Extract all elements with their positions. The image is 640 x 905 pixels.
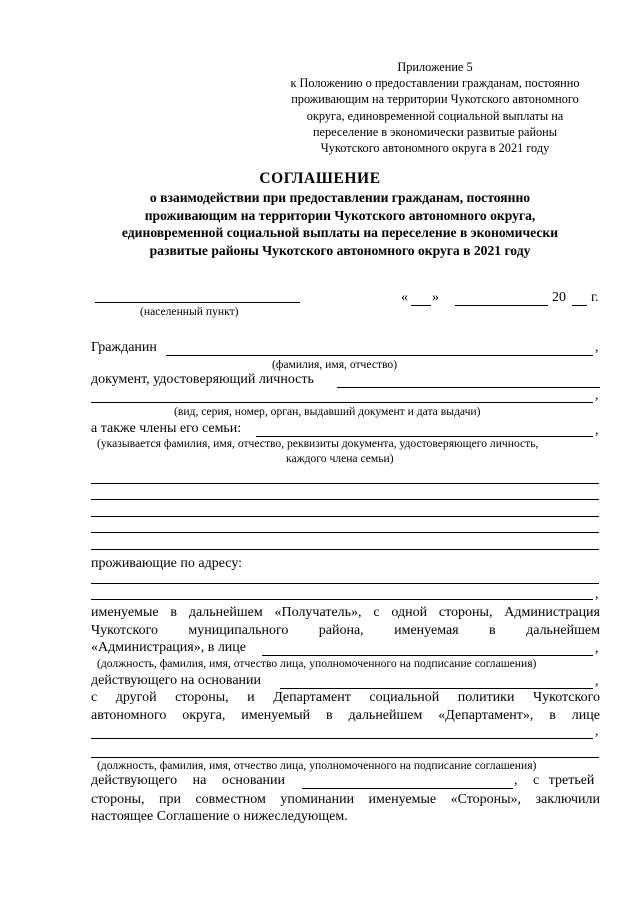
comma: , xyxy=(595,724,599,739)
department-official-blank-2[interactable] xyxy=(91,757,599,758)
family-line-4[interactable] xyxy=(91,532,599,533)
family-line-1[interactable] xyxy=(91,483,599,484)
date-quote-close: » xyxy=(432,290,439,305)
paragraph-line: стороны, при совместном упоминании именуемые «Стороны», заключили xyxy=(91,792,600,807)
document-blank-2[interactable] xyxy=(91,402,593,403)
department-official-blank-1[interactable] xyxy=(91,738,593,739)
subtitle-line: о взаимодействии при предоставлении гражданам, постоянно xyxy=(149,190,531,205)
appendix-header xyxy=(275,59,595,156)
family-caption-1: (указывается фамилия, имя, отчество, реквизиты документа, удостоверяющего личность, xyxy=(97,437,539,450)
comma: , xyxy=(595,587,599,602)
address-line-2[interactable] xyxy=(91,599,593,600)
family-caption-2: каждого члена семьи) xyxy=(286,452,394,465)
comma: , xyxy=(514,773,518,788)
comma: , xyxy=(595,388,599,403)
subtitle-line: проживающим на территории Чукотского автономного округа, xyxy=(144,207,536,223)
document-caption: (вид, серия, номер, орган, выдавший документ и дата выдачи) xyxy=(174,405,481,418)
citizen-fio-blank[interactable] xyxy=(166,355,593,356)
subtitle-line: единовременной социальной выплаты на переселение в экономически xyxy=(121,225,559,240)
document-label: документ, удостоверяющий личность xyxy=(91,372,314,387)
third-party-text: с третьей xyxy=(533,773,595,788)
date-month-blank[interactable] xyxy=(455,305,548,306)
comma: , xyxy=(595,641,599,656)
locality-blank[interactable] xyxy=(95,302,300,303)
paragraph-line: с другой стороны, и Департамент социальной политики Чукотского xyxy=(91,690,600,705)
date-year-blank[interactable] xyxy=(572,305,587,306)
paragraph-line: Чукотского муниципального района, именуемая в дальнейшем xyxy=(91,623,600,638)
comma: , xyxy=(595,423,599,438)
document-blank-1[interactable] xyxy=(337,387,600,388)
appendix-line: к Положению о предоставлении гражданам, постоянно xyxy=(290,76,580,91)
address-line-1[interactable] xyxy=(91,583,599,584)
paragraph-line: «Администрация», в лице xyxy=(91,640,247,655)
date-quote-open: « xyxy=(401,290,408,305)
appendix-line: округа, единовременной социальной выплаты на xyxy=(306,108,564,123)
acting-label: действующего на основании xyxy=(91,673,262,688)
official-caption-2: (должность, фамилия, имя, отчество лица, уполномоченного на подписание соглашения) xyxy=(97,759,537,772)
date-day-blank[interactable] xyxy=(411,305,431,306)
family-line-5[interactable] xyxy=(91,549,599,550)
document-subtitle xyxy=(80,189,600,259)
address-label: проживающие по адресу: xyxy=(91,556,243,571)
appendix-line: переселение в экономически развитые районы xyxy=(312,124,558,139)
paragraph-line: автономного округа, именуемый в дальнейшем «Департамент», в лице xyxy=(91,708,600,723)
paragraph-line: именуемые в дальнейшем «Получатель», с одной стороны, Администрация xyxy=(91,605,600,620)
citizen-label: Гражданин xyxy=(91,340,157,355)
appendix-line: проживающим на территории Чукотского автономного xyxy=(291,92,579,107)
family-line-3[interactable] xyxy=(91,516,599,517)
comma: , xyxy=(595,674,599,689)
document-title: СОГЛАШЕНИЕ xyxy=(259,170,381,187)
comma: , xyxy=(595,340,599,355)
acting-label-2: действующего на основании xyxy=(91,773,286,788)
date-year-prefix: 20 xyxy=(552,290,566,305)
department-basis-blank[interactable] xyxy=(302,788,513,789)
paragraph-line: настоящее Соглашение о нижеследующем. xyxy=(91,809,348,824)
family-label: а также члены его семьи: xyxy=(91,421,242,436)
subtitle-line: развитые районы Чукотского автономного округа в 2021 году xyxy=(149,242,531,258)
date-year-suffix: г. xyxy=(591,290,599,305)
appendix-line: Чукотского автономного округа в 2021 году xyxy=(320,141,550,156)
appendix-line: Приложение 5 xyxy=(397,60,473,74)
locality-caption: (населенный пункт) xyxy=(140,305,239,318)
administration-official-blank[interactable] xyxy=(262,655,593,656)
fio-caption: (фамилия, имя, отчество) xyxy=(272,358,398,371)
family-line-2[interactable] xyxy=(91,499,599,500)
official-caption: (должность, фамилия, имя, отчество лица, уполномоченного на подписание соглашения) xyxy=(97,657,537,670)
